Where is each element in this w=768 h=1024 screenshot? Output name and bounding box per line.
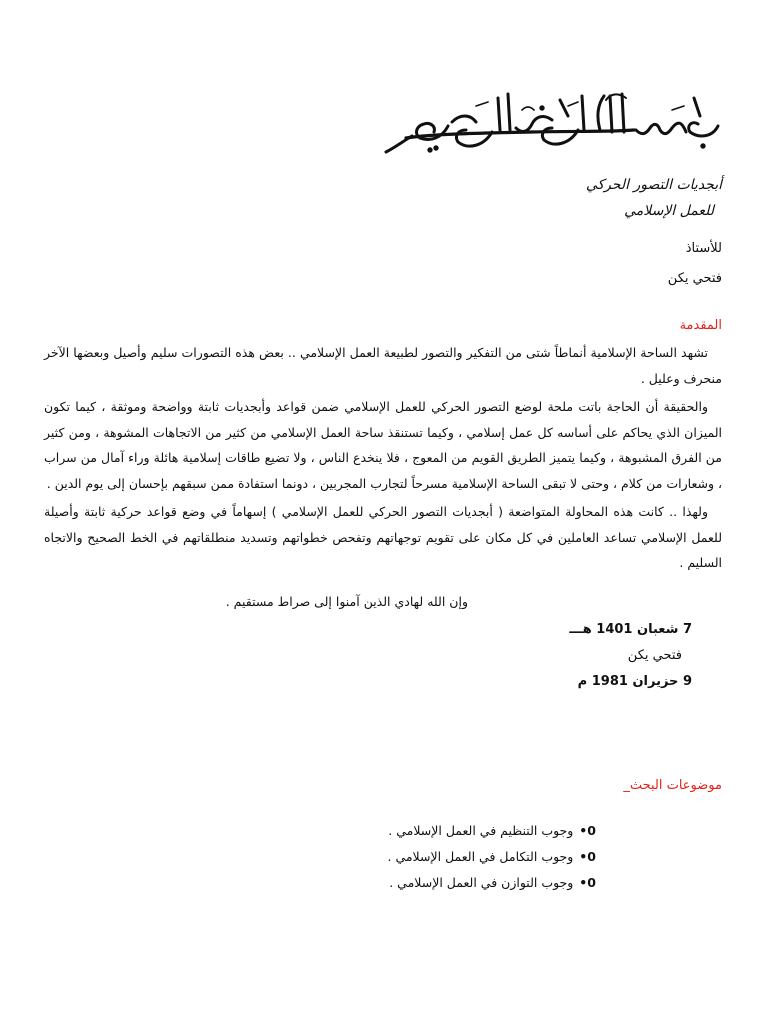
author-label: للأستاذ (685, 241, 722, 256)
list-item (388, 870, 597, 896)
topics-heading: موضوعات البحث_ (623, 778, 722, 793)
document-title (586, 172, 722, 224)
topic-text: وجوب التنظيم في العمل الإسلامي . (388, 823, 574, 838)
author-name: فتحي يكن (667, 271, 722, 286)
intro-paragraph-3: ولهذا .. كانت هذه المحاولة المتواضعة ( أبجديات التصور الحركي للعمل الإسلامي ) إسهاماً في وضع قواعد حركية ثابتة وأصيلة للعمل الإسلامي تساعد العاملين في كل مكان على تقويم توجهاتهم وتفحص خطواتهم وتسديد منطلقاتهم في الخط الصحيح والاتجاه السليم . (44, 504, 722, 570)
intro-body (44, 340, 722, 579)
basmala-calligraphy-drawing (372, 86, 722, 158)
list-item (388, 844, 597, 870)
date-hijri: 7 شعبان 1401 هـــ (569, 622, 692, 637)
intro-paragraph-1: تشهد الساحة الإسلامية أنماطاً شتى من التفكير والتصور لطبيعة العمل الإسلامي .. بعض هذه التصورات سليم وأصيل وبعضها الآخر منحرف وعليل . (44, 345, 722, 386)
basmala-calligraphy (372, 86, 722, 158)
intro-heading: المقدمة (679, 318, 722, 333)
signature-name: فتحي يكن (627, 648, 682, 663)
title-line-1: أبجديات التصور الحركي (585, 177, 722, 193)
topic-text: وجوب التوازن في العمل الإسلامي . (389, 875, 574, 890)
intro-paragraph-2: والحقيقة أن الحاجة باتت ملحة لوضع التصور الحركي للعمل الإسلامي ضمن قواعد وأبجديات ثابتة وواضحة وموثقة ، كيما تكون الميزان الذي يحاكم على أساسه كل عمل إسلامي ، وكيما تستنقذ ساحة العمل الإسلامي من كثير من الاتجاهات المشوهة ، ومن كثير من الفرق المشبوهة ، وكيما يتميز الطريق القويم من المعوج ، فلا ينخدع الناس ، ولا تضيع طاقات إسلامية هائلة وراء آمال من سراب ، وشعارات من كلام ، وحتى لا تبقى الساحة الإسلامية مسرحاً لتجارب المجربين ، دونما استفادة ممن سبقهم بإحسان إلى يوم الدين . (44, 399, 722, 491)
topics-list (388, 818, 597, 896)
quran-verse: وإن الله لهادي الذين آمنوا إلى صراط مستقيم . (225, 594, 468, 609)
topic-text: وجوب التكامل في العمل الإسلامي . (387, 849, 574, 864)
author-block (668, 234, 722, 294)
signature-block (569, 617, 692, 695)
title-line-2: للعمل الإسلامي (624, 203, 714, 219)
bullet-marker: 0• (579, 849, 596, 864)
bullet-marker: 0• (579, 823, 596, 838)
bullet-marker: 0• (579, 875, 596, 890)
list-item (388, 818, 597, 844)
date-gregorian: 9 حزيران 1981 م (577, 674, 692, 689)
